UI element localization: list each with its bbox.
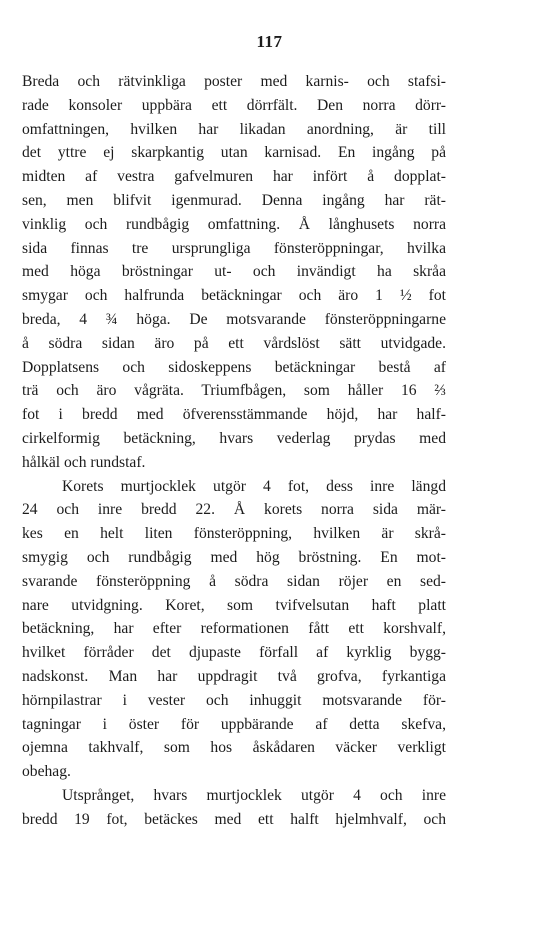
text-line: 24 och inre bredd 22. Å korets norra sida mär- <box>22 501 446 519</box>
text-line: med höga bröstningar ut- och invändigt ha skråa <box>22 263 446 281</box>
text-line: nadskonst. Man har uppdragit två grofva, fyrkantiga <box>22 667 446 685</box>
text-line: cirkelformig betäckning, hvars vederlag prydas med <box>22 429 446 447</box>
text-line: svarande fönsteröppning å södra sidan röjer en sed- <box>22 572 446 590</box>
text-line: smygig och rundbågig med hög bröstning. En mot- <box>22 548 446 566</box>
text-line: trä och äro vågräta. Triumfbågen, som håller 16 ⅔ <box>22 382 446 400</box>
text-line: sen, men blifvit igenmurad. Denna ingång har rät- <box>22 191 446 209</box>
text-line: midten af vestra gafvelmuren har infört å dopplat- <box>22 168 446 186</box>
text-line: nare utvidgning. Koret, som tvifvelsutan haft platt <box>22 596 446 614</box>
text-line: hvilket förråder det djupaste förfall af kyrklig bygg- <box>22 644 446 662</box>
text-line: ojemna takhvalf, som hos åskådaren väcker verkligt <box>22 739 446 757</box>
text-line: obehag. <box>22 763 71 781</box>
text-line: breda, 4 ¾ höga. De motsvarande fönsteröppningarne <box>22 310 446 328</box>
text-line: rade konsoler uppbära ett dörrfält. Den norra dörr- <box>22 96 446 114</box>
text-line: kes en helt liten fönsteröppning, hvilken är skrå- <box>22 525 446 543</box>
text-line: å södra sidan äro på ett vårdslöst sätt utvidgade. <box>22 334 446 352</box>
text-line: Korets murtjocklek utgör 4 fot, dess inre längd <box>62 477 446 495</box>
text-line: betäckning, har efter reformationen fått ett korshvalf, <box>22 620 446 638</box>
text-line: smygar och halfrunda betäckningar och äro 1 ½ fot <box>22 287 446 305</box>
text-line: det yttre ej skarpkantig utan karnisad. En ingång på <box>22 144 446 162</box>
text-line: tagningar i öster för uppbärande af detta skefva, <box>22 715 446 733</box>
body-text <box>22 70 446 832</box>
text-line: Utsprånget, hvars murtjocklek utgör 4 och inre <box>62 786 446 804</box>
text-line: bredd 19 fot, betäckes med ett halft hjelmhvalf, och <box>22 810 446 828</box>
text-line: sida finnas tre ursprungliga fönsteröppningar, hvilka <box>22 239 446 257</box>
text-line: fot i bredd med öfverensstämmande höjd, har half- <box>22 406 446 424</box>
text-line: omfattningen, hvilken har likadan anordning, är till <box>22 120 446 138</box>
text-line: hörnpilastrar i vester och inhuggit motsvarande för- <box>22 691 446 709</box>
text-line: Breda och rätvinkliga poster med karnis- och stafsi- <box>22 73 446 90</box>
text-line: vinklig och rundbågig omfattning. Å långhusets norra <box>22 215 446 233</box>
page-number: 117 <box>256 32 283 51</box>
text-line: hålkäl och rundstaf. <box>22 453 146 471</box>
text-line: Dopplatsens och sidoskeppens betäckningar bestå af <box>22 358 446 376</box>
